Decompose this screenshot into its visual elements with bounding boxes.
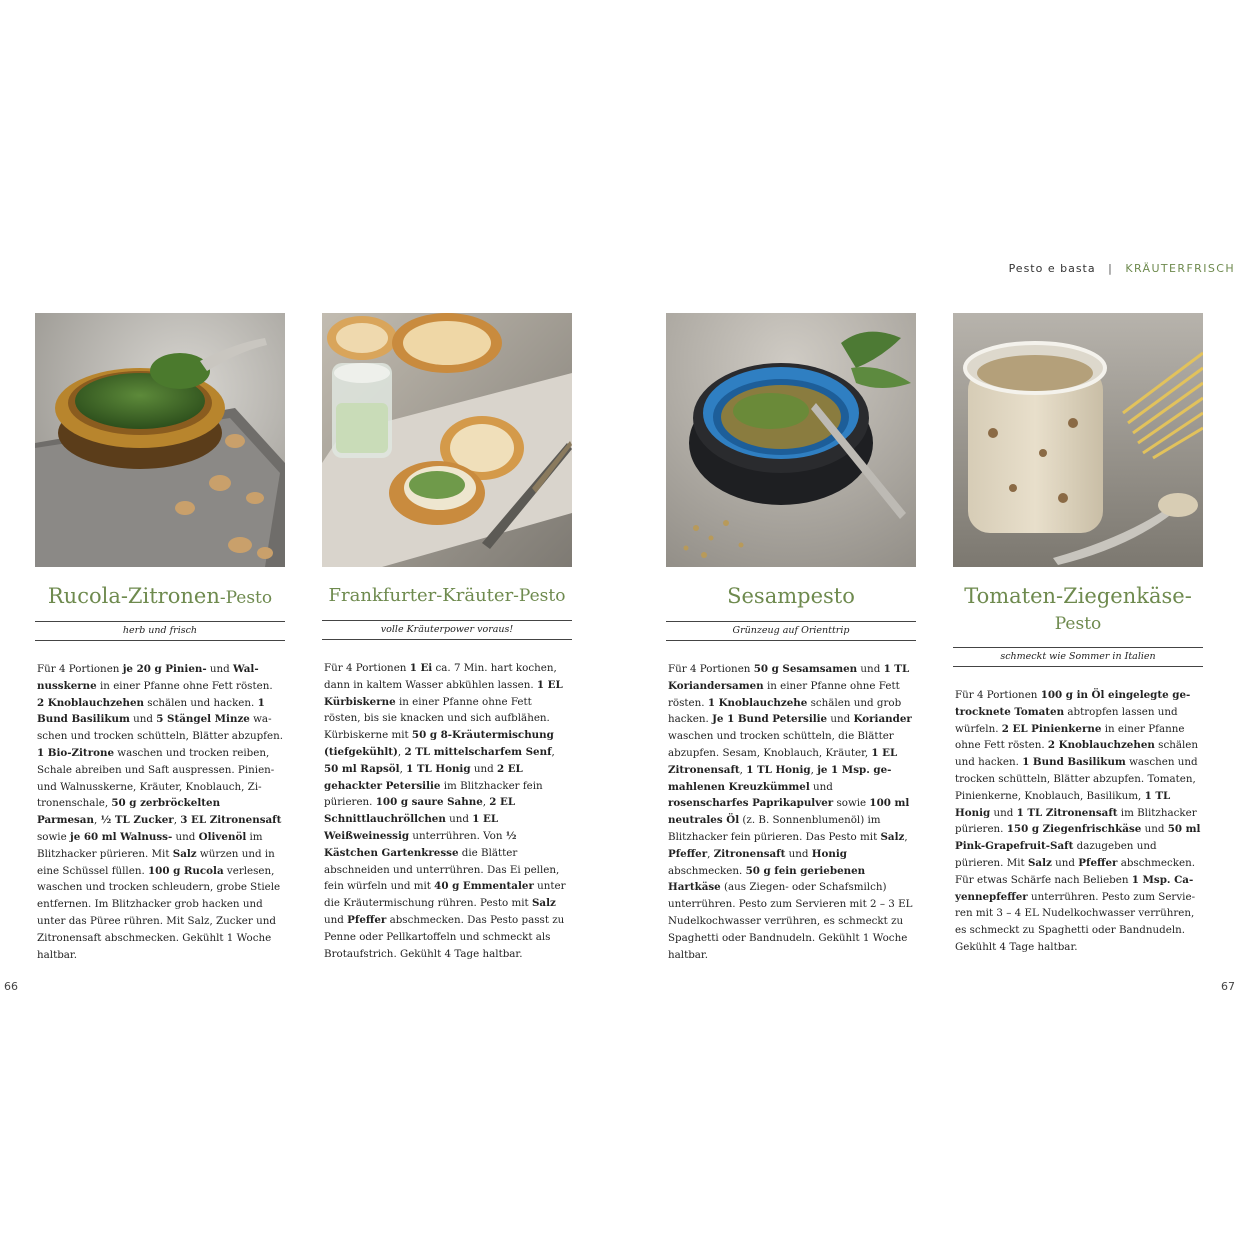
book-title: Pesto e basta xyxy=(1008,262,1096,275)
ingredient-text: 2 Knoblauchzehen xyxy=(1047,739,1155,752)
ingredient-text: Je 1 Bund Petersilie xyxy=(712,713,828,726)
page-number-right: 67 xyxy=(1221,980,1235,993)
section-title: KRÄUTERFRISCH xyxy=(1125,262,1235,275)
ingredient-text: Koriander xyxy=(853,713,912,726)
ingredient-text: 5 Stängel Minze xyxy=(156,713,250,726)
sesampesto-bowl-photo xyxy=(666,313,916,567)
ingredient-text: 50 ml Rapsöl xyxy=(324,762,400,775)
ingredient-text: Salz xyxy=(531,897,556,910)
subtitle-rule xyxy=(35,640,285,641)
ingredient-text: 2 TL mittelscharfem Senf xyxy=(404,745,552,758)
ingredient-text: ½ Kästchen Gartenkresse xyxy=(324,829,517,859)
ingredient-text: 100 ml neutrales Öl xyxy=(668,797,910,827)
ingredient-text: 1 Knoblauchzehe xyxy=(707,696,808,709)
recipe-title: Rucola-Zitronen-Pesto xyxy=(47,584,273,608)
header-separator: | xyxy=(1108,262,1113,275)
title-rule xyxy=(953,647,1203,648)
ingredient-text: Pfeffer xyxy=(347,913,387,926)
ingredient-text: 50 g fein geriebenen Hartkäse xyxy=(668,864,866,894)
ingredient-text: Salz xyxy=(172,847,197,860)
page-number-left: 66 xyxy=(4,980,18,993)
recipe-title: Frankfurter-Kräuter-Pesto xyxy=(328,585,566,606)
subtitle-rule xyxy=(322,639,572,640)
ingredient-text: 1 TL Koriandersamen xyxy=(668,663,910,692)
ingredient-text: 1 EL Zitronensaft xyxy=(668,746,898,776)
recipe-subtitle: schmeckt wie Sommer in Italien xyxy=(1000,651,1156,662)
title-rule xyxy=(35,621,285,622)
ingredient-text: 1 TL Honig xyxy=(406,762,471,775)
ingredient-text: 2 EL gehackter Petersilie xyxy=(324,762,523,792)
recipe-subtitle: herb und frisch xyxy=(122,625,198,636)
recipe-rucola xyxy=(35,313,285,963)
ingredient-text: 1 TL Honig xyxy=(746,763,811,776)
ingredient-text: 100 g Rucola xyxy=(148,864,224,877)
ingredient-text: 100 g in Öl eingelegte getrocknete Tomaten xyxy=(955,689,1191,718)
ingredient-text: je 1 Msp. gemahlenen Kreuzkümmel xyxy=(668,763,892,793)
recipe-frankfurter xyxy=(322,313,572,962)
ingredient-text: 1 EL Kürbiskerne xyxy=(324,678,563,708)
title-rule xyxy=(666,621,916,622)
ingredient-text: 1 Bund Basilikum xyxy=(1022,756,1126,769)
ingredient-text: 1 TL Zitronensaft xyxy=(1016,806,1118,819)
ingredient-text: 40 g Emmentaler xyxy=(434,880,534,893)
ingredient-text: 2 Knoblauchzehen xyxy=(37,696,145,709)
ingredient-text: 100 g saure Sahne xyxy=(375,796,483,809)
rucola-pesto-bowl-photo xyxy=(35,313,285,567)
ingredient-text: 50 ml Pink-Grapefruit-Saft xyxy=(955,823,1201,853)
ingredient-text: 1 Bund Basilikum xyxy=(37,696,265,726)
ingredient-text: je 60 ml Walnuss- xyxy=(69,830,173,843)
ingredient-text: Salz xyxy=(1027,856,1052,869)
frankfurter-pesto-bread-photo xyxy=(322,313,572,567)
subtitle-rule xyxy=(953,666,1203,667)
ingredient-text: 1 Bio-Zitrone xyxy=(37,746,115,759)
ingredient-text: 1 EL Weißweinessig xyxy=(324,813,499,842)
ingredient-text: Walnusskerne xyxy=(37,663,259,692)
recipe-subtitle: Grünzeug auf Orienttrip xyxy=(732,625,850,636)
ingredient-text: 3 EL Zitronensaft xyxy=(180,814,282,827)
subtitle-rule xyxy=(666,640,916,641)
title-rule xyxy=(322,620,572,621)
ingredient-text: 150 g Ziegenfrischkäse xyxy=(1006,823,1142,836)
ingredient-text: ½ TL Zucker xyxy=(100,814,174,827)
ingredient-text: Honig xyxy=(811,847,847,860)
ingredient-text: je 20 g Pinien- xyxy=(122,663,207,675)
recipe-sesampesto xyxy=(666,313,916,963)
running-header xyxy=(1009,262,1235,275)
recipe-body: Für 4 Portionen 50 g Sesamsamen und 1 TL Koriandersamen in einer Pfanne ohne Fett rösten. 1 Knoblauchzehe schälen und grob hacken. Je 1 Bund Petersilie und Koriander waschen und trocken schütteln, die Blätter abzupfen. Sesam, Knoblauch, Kräuter, 1 EL Zitronensaft, 1 TL Honig, je 1 Msp. gemahlenen Kreuzkümmel und rosenscharfes Paprikapulver sowie 100 ml neutrales Öl (z. B. Sonnenblumenöl) im Blitzhacker fein pürieren. Das Pesto mit Salz, Pfeffer, Zitronensaft und Honig abschmecken. 50 g fein geriebenen Hartkäse (aus Ziegen- oder Schafsmilch) unterrühren. Pesto zum Servieren mit 2 – 3 EL Nudelkochwasser verrühren, es schmeckt zu Spaghetti oder Bandnudeln. Gekühlt 1 Woche haltbar. xyxy=(668,663,913,961)
ingredient-text: Pfeffer xyxy=(668,847,708,860)
ingredient-text: 1 Ei xyxy=(409,662,433,674)
ingredient-text: rosenscharfes Paprikapulver xyxy=(668,797,834,810)
recipe-body: Für 4 Portionen 1 Ei ca. 7 Min. hart kochen, dann in kaltem Wasser abkühlen lassen. 1 EL Kürbiskerne in einer Pfanne ohne Fett rösten, bis sie knacken und sich aufblähen. Kürbiskerne mit 50 g 8-Kräutermischung (tiefgekühlt), 2 TL mittelscharfem Senf, 50 ml Rapsöl, 1 TL Honig und 2 EL gehackter Petersilie im Blitzhacker fein pürieren. 100 g saure Sahne, 2 EL Schnittlauchröllchen und 1 EL Weißweinessig unterrühren. Von ½ Kästchen Gartenkresse die Blätter abschneiden und unterrühren. Das Ei pellen, fein würfeln und mit 40 g Emmentaler unter die Kräutermischung rühren. Pesto mit Salz und Pfeffer abschmecken. Das Pesto passt zu Penne oder Pellkartoffeln und schmeckt als Brotaufstrich. Gekühlt 4 Tage haltbar. xyxy=(324,662,566,960)
ingredient-text: 1 Msp. Cayennepfeffer xyxy=(955,873,1194,903)
recipe-title: Tomaten-Ziegenkäse- Pesto xyxy=(964,584,1192,634)
ingredient-text: Salz xyxy=(880,830,905,843)
recipe-tomaten-ziegenkaese xyxy=(953,313,1203,956)
ingredient-text: Olivenöl xyxy=(198,830,247,843)
ingredient-text: 50 g zerbröckelten Parmesan xyxy=(37,797,221,827)
recipe-subtitle: volle Kräuterpower voraus! xyxy=(380,624,514,635)
recipe-body: Für 4 Portionen je 20 g Pinien- und Walnusskerne in einer Pfanne ohne Fett rösten. 2 Knoblauchzehen schälen und hacken. 1 Bund Basilikum und 5 Stängel Minze waschen und trocken schütteln, Blätter abzupfen. 1 Bio-Zitrone waschen und trocken reiben, Schale abreiben und Saft auspressen. Pinien- und Walnusskerne, Kräuter, Knoblauch, Zitronenschale, 50 g zerbröckelten Parmesan, ½ TL Zucker, 3 EL Zitronensaft sowie je 60 ml Walnuss- und Olivenöl im Blitzhacker pürieren. Mit Salz würzen und in eine Schüssel füllen. 100 g Rucola verlesen, waschen und trocken schleudern, grobe Stiele entfernen. Im Blitzhacker grob hacken und unter das Püree rühren. Mit Salz, Zucker und Zitronensaft abschmecken. Gekühlt 1 Woche haltbar. xyxy=(37,663,283,961)
recipe-body: Für 4 Portionen 100 g in Öl eingelegte getrocknete Tomaten abtropfen lassen und würfeln. 2 EL Pinienkerne in einer Pfanne ohne Fett rösten. 2 Knoblauchzehen schälen und hacken. 1 Bund Basilikum waschen und trocken schütteln, Blätter abzupfen. Tomaten, Pinienkerne, Knoblauch, Basilikum, 1 TL Honig und 1 TL Zitronensaft im Blitzhacker pürieren. 150 g Ziegenfrischkäse und 50 ml Pink-Grapefruit-Saft dazugeben und pürieren. Mit Salz und Pfeffer abschmecken. Für etwas Schärfe nach Belieben 1 Msp. Cayennepfeffer unterrühren. Pesto zum Servieren mit 3 – 4 EL Nudelkochwasser verrühren, es schmeckt zu Spaghetti oder Bandnudeln. Gekühlt 4 Tage haltbar. xyxy=(955,689,1201,953)
tomaten-ziegenkaese-pesto-jar-photo xyxy=(953,313,1203,567)
ingredient-text: 2 EL Pinienkerne xyxy=(1001,722,1102,735)
recipe-title: Sesampesto xyxy=(727,584,855,608)
ingredient-text: Pfeffer xyxy=(1078,856,1118,869)
ingredient-text: Zitronensaft xyxy=(713,847,786,860)
ingredient-text: 50 g Sesamsamen xyxy=(753,663,858,675)
ingredient-text: 2 EL Schnittlauchröllchen xyxy=(324,796,516,826)
ingredient-text: 50 g 8-Kräutermischung (tiefgekühlt) xyxy=(324,729,554,758)
ingredient-text: 1 TL Honig xyxy=(955,789,1171,819)
